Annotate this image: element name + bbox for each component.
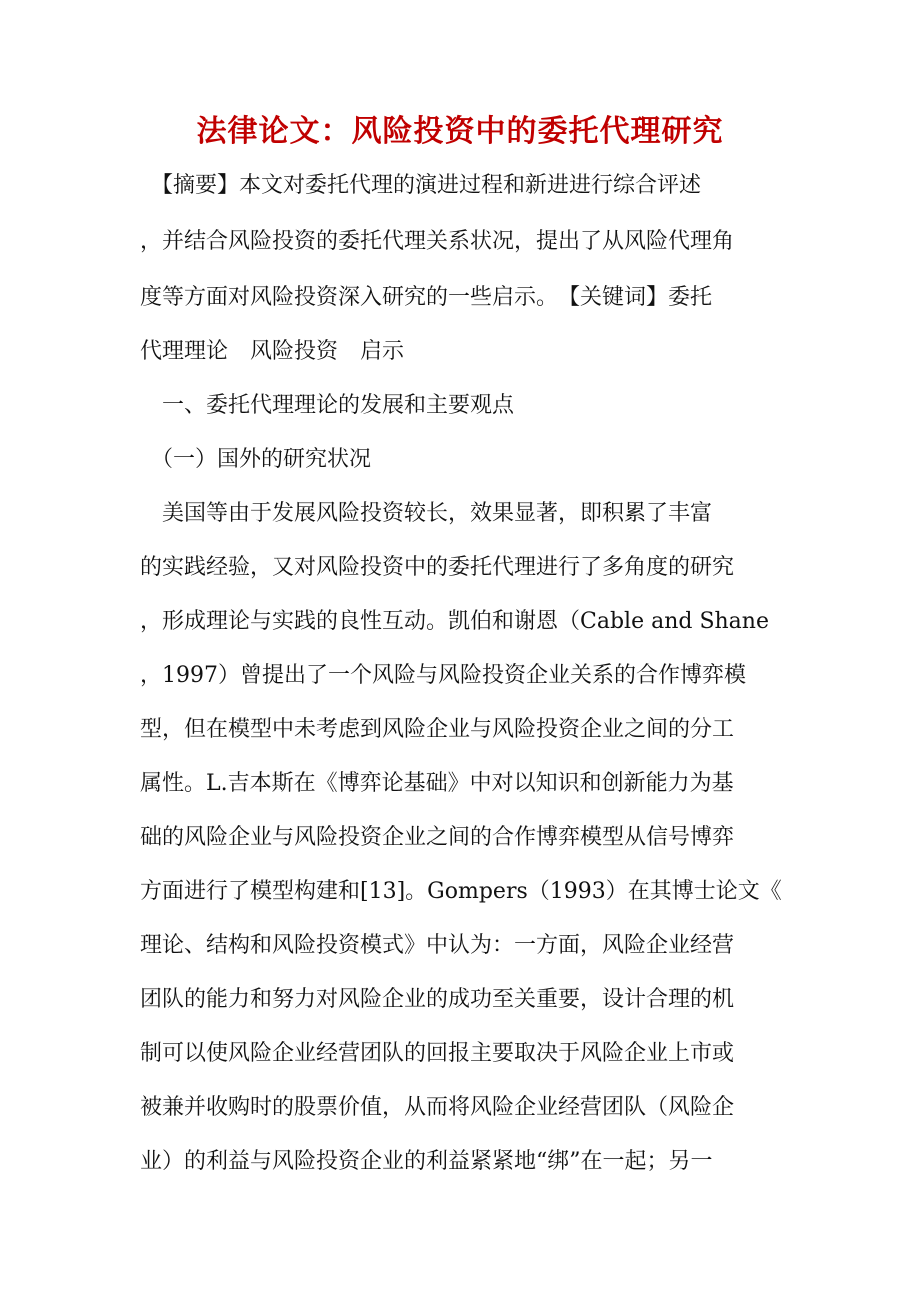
text-line: 被兼并收购时的股票价值，从而将风险企业经营团队（风险企 [140, 1095, 735, 1120]
subsection-heading: （一）国外的研究状况 [140, 447, 372, 472]
text-line: 型，但在模型中未考虑到风险企业与风险投资企业之间的分工 [140, 717, 735, 742]
text-line: 度等方面对风险投资深入研究的一些启示。 【关键词】委托 [140, 285, 713, 310]
text-line: 方面进行了模型构建和[13]。Gompers（1993）在其博士论文《 [140, 879, 782, 904]
text-line: 代理理论 风险投资 启示 [140, 339, 405, 364]
text-line: 属性。L.吉本斯在《博弈论基础》中对以知识和创新能力为基 [140, 771, 734, 796]
text-line: 【摘要】本文对委托代理的演进过程和新进进行综合评述 [140, 173, 702, 198]
text-line: 制可以使风险企业经营团队的回报主要取决于风险企业上市或 [140, 1041, 735, 1066]
text-line: 团队的能力和努力对风险企业的成功至关重要，设计合理的机 [140, 987, 735, 1012]
document-title: 法律论文：风险投资中的委托代理研究 [196, 114, 724, 149]
text-line: 美国等由于发展风险投资较长，效果显著，即积累了丰富 [140, 501, 713, 526]
text-line: 础的风险企业与风险投资企业之间的合作博弈模型从信号博弈 [140, 825, 735, 850]
text-line: 理论、结构和风险投资模式》中认为：一方面，风险企业经营 [140, 933, 735, 958]
text-line: ，形成理论与实践的良性互动。凯伯和谢恩（Cable and Shane [140, 609, 769, 634]
text-line: 业）的利益与风险投资企业的利益紧紧地“绑”在一起；另一 [140, 1149, 713, 1174]
text-line: ，并结合风险投资的委托代理关系状况，提出了从风险代理角 [140, 229, 735, 254]
text-line: 的实践经验，又对风险投资中的委托代理进行了多角度的研究 [140, 555, 735, 580]
text-line: ，1997）曾提出了一个风险与风险投资企业关系的合作博弈模 [140, 663, 746, 688]
section-heading: 一、委托代理理论的发展和主要观点 [140, 393, 515, 418]
